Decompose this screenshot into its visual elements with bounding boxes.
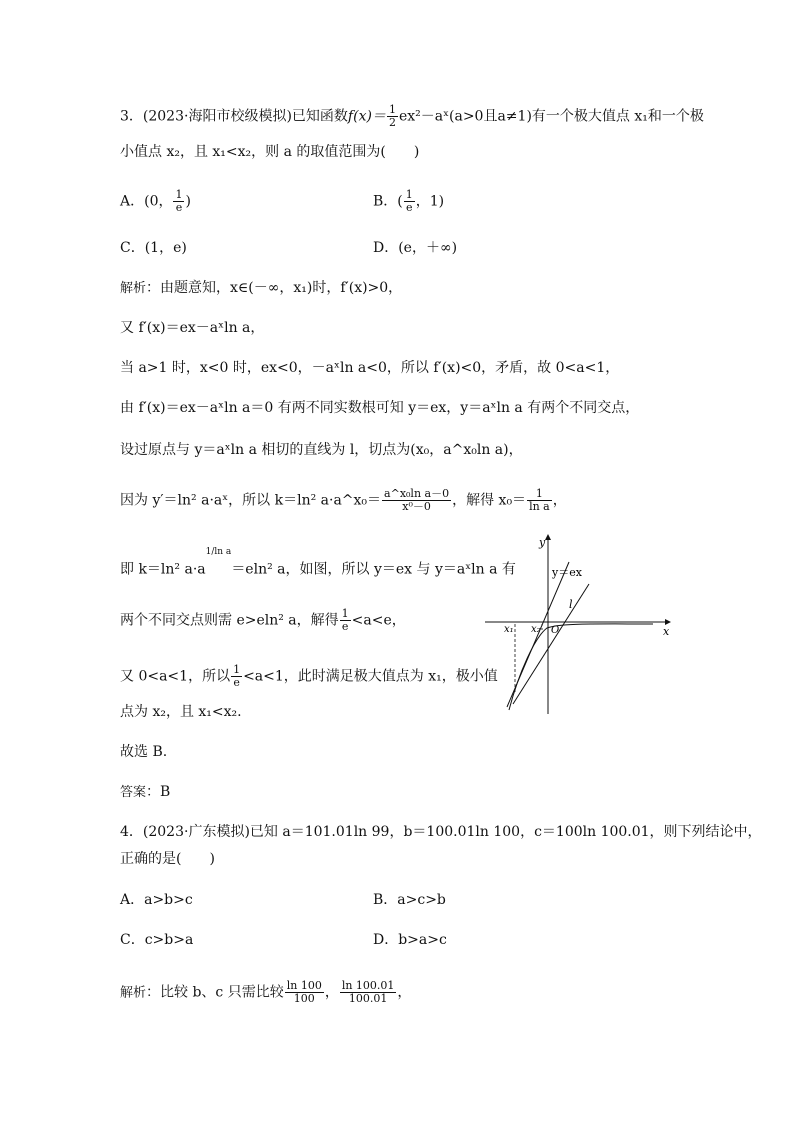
q3-solution-2: 又 f′(x)＝ex－aˣln a，: [120, 320, 265, 336]
q3-solution-4: 由 f′(x)＝ex－aˣln a＝0 有两不同实数根可知 y＝ex，y＝aˣln a 有两个不同交点，: [120, 400, 640, 416]
q3-solution-3: 当 a>1 时，x<0 时，ex<0，－aˣln a<0，所以 f′(x)<0，矛盾，故 0<a<1，: [120, 360, 620, 376]
jiexi-label: 解析: [120, 281, 147, 296]
q3-solution-11: 故选 B.: [120, 744, 168, 760]
q3-option-d: D．(e，＋∞): [373, 240, 458, 256]
x1-label: x₁: [504, 624, 514, 635]
q3-solution-1: 解析：由题意知，x∈(－∞，x₁)时，f′(x)>0，: [120, 280, 403, 296]
y-axis-label: y: [539, 536, 546, 549]
q4-option-c: C．c>b>a: [120, 932, 194, 948]
q4-option-a: A．a>b>c: [120, 892, 193, 908]
jiexi-label: 解析: [120, 985, 147, 1001]
line-ex-label: y＝ex: [552, 566, 582, 579]
q3-answer: 答案：B: [120, 784, 171, 800]
q3-option-c: C．(1，e): [120, 240, 187, 256]
q3-option-a: A．(0， $\frac{1}{e}$ ): [120, 188, 191, 214]
answer-label: 答案: [120, 785, 147, 800]
q4-option-b: B．a>c>b: [373, 892, 446, 908]
function-graph: [485, 532, 675, 717]
q4-line2: 正确的是( ): [120, 851, 215, 867]
x-axis-label: x: [663, 625, 670, 638]
q3-solution-10: 点为 x₂，且 x₁<x₂.: [120, 704, 242, 720]
q3-func: f(x)＝: [347, 108, 386, 125]
q3-line1-rest: ex²－aˣ(a>0且a≠1)有一个极大值点 x₁和一个极: [398, 108, 704, 125]
q3-line1: [120, 104, 704, 129]
q3-option-b: B．( $\frac{1}{e}$ ，1): [373, 188, 445, 214]
tangent-label: l: [569, 598, 573, 611]
q3-solution-5: 设过原点与 y＝aˣln a 相切的直线为 l，切点为(x₀，a^x₀ln a)，: [120, 442, 523, 458]
q4-solution-1: 解析：比较 b、c 只需比较 $\frac{\ln 100}{100}$ ， $\frac{\ln 100.01}{100.01}$ ，: [120, 979, 412, 1005]
q3-line2: 小值点 x₂，且 x₁<x₂，则 a 的取值范围为( ): [120, 144, 420, 160]
x2-label: x₂: [531, 624, 541, 635]
q3-solution-8: 两个不同交点则需 e>eln² a，解得 $\frac{1}{e}$ <a<e，: [120, 607, 406, 633]
q3-source: 3．(2023·海阳市校级模拟)已知函数: [120, 108, 348, 125]
q3-half-fraction: $\frac{1}{2}$: [388, 103, 396, 129]
origin-label: O: [551, 625, 560, 636]
q4-line1: 4．(2023·广东模拟)已知 a＝101.01ln 99，b＝100.01ln 100，c＝100ln 100.01，则下列结论中，: [120, 824, 762, 840]
q3-solution-7: 即 k＝ln² $a\cdot a^{1/ln a}=eln^2$ a，如图，所以 y＝ex 与 y＝aˣln a 有: [120, 547, 516, 578]
q3-solution-6: 因为 y′＝ln² a·aˣ，所以 k＝ln² a·a^x₀＝ $\frac{\text{a\textasciicircum{}x₀ln a－0}}{\text{x⁰－0}}$ ，解得 x₀＝ $\frac{1}{\text{ln a}}$ ，: [120, 487, 567, 513]
q4-option-d: D．b>a>c: [373, 932, 447, 948]
q3-solution-9: 又 0<a<1，所以 $\frac{1}{e}$ <a<1，此时满足极大值点为 x₁，极小值: [120, 663, 498, 689]
